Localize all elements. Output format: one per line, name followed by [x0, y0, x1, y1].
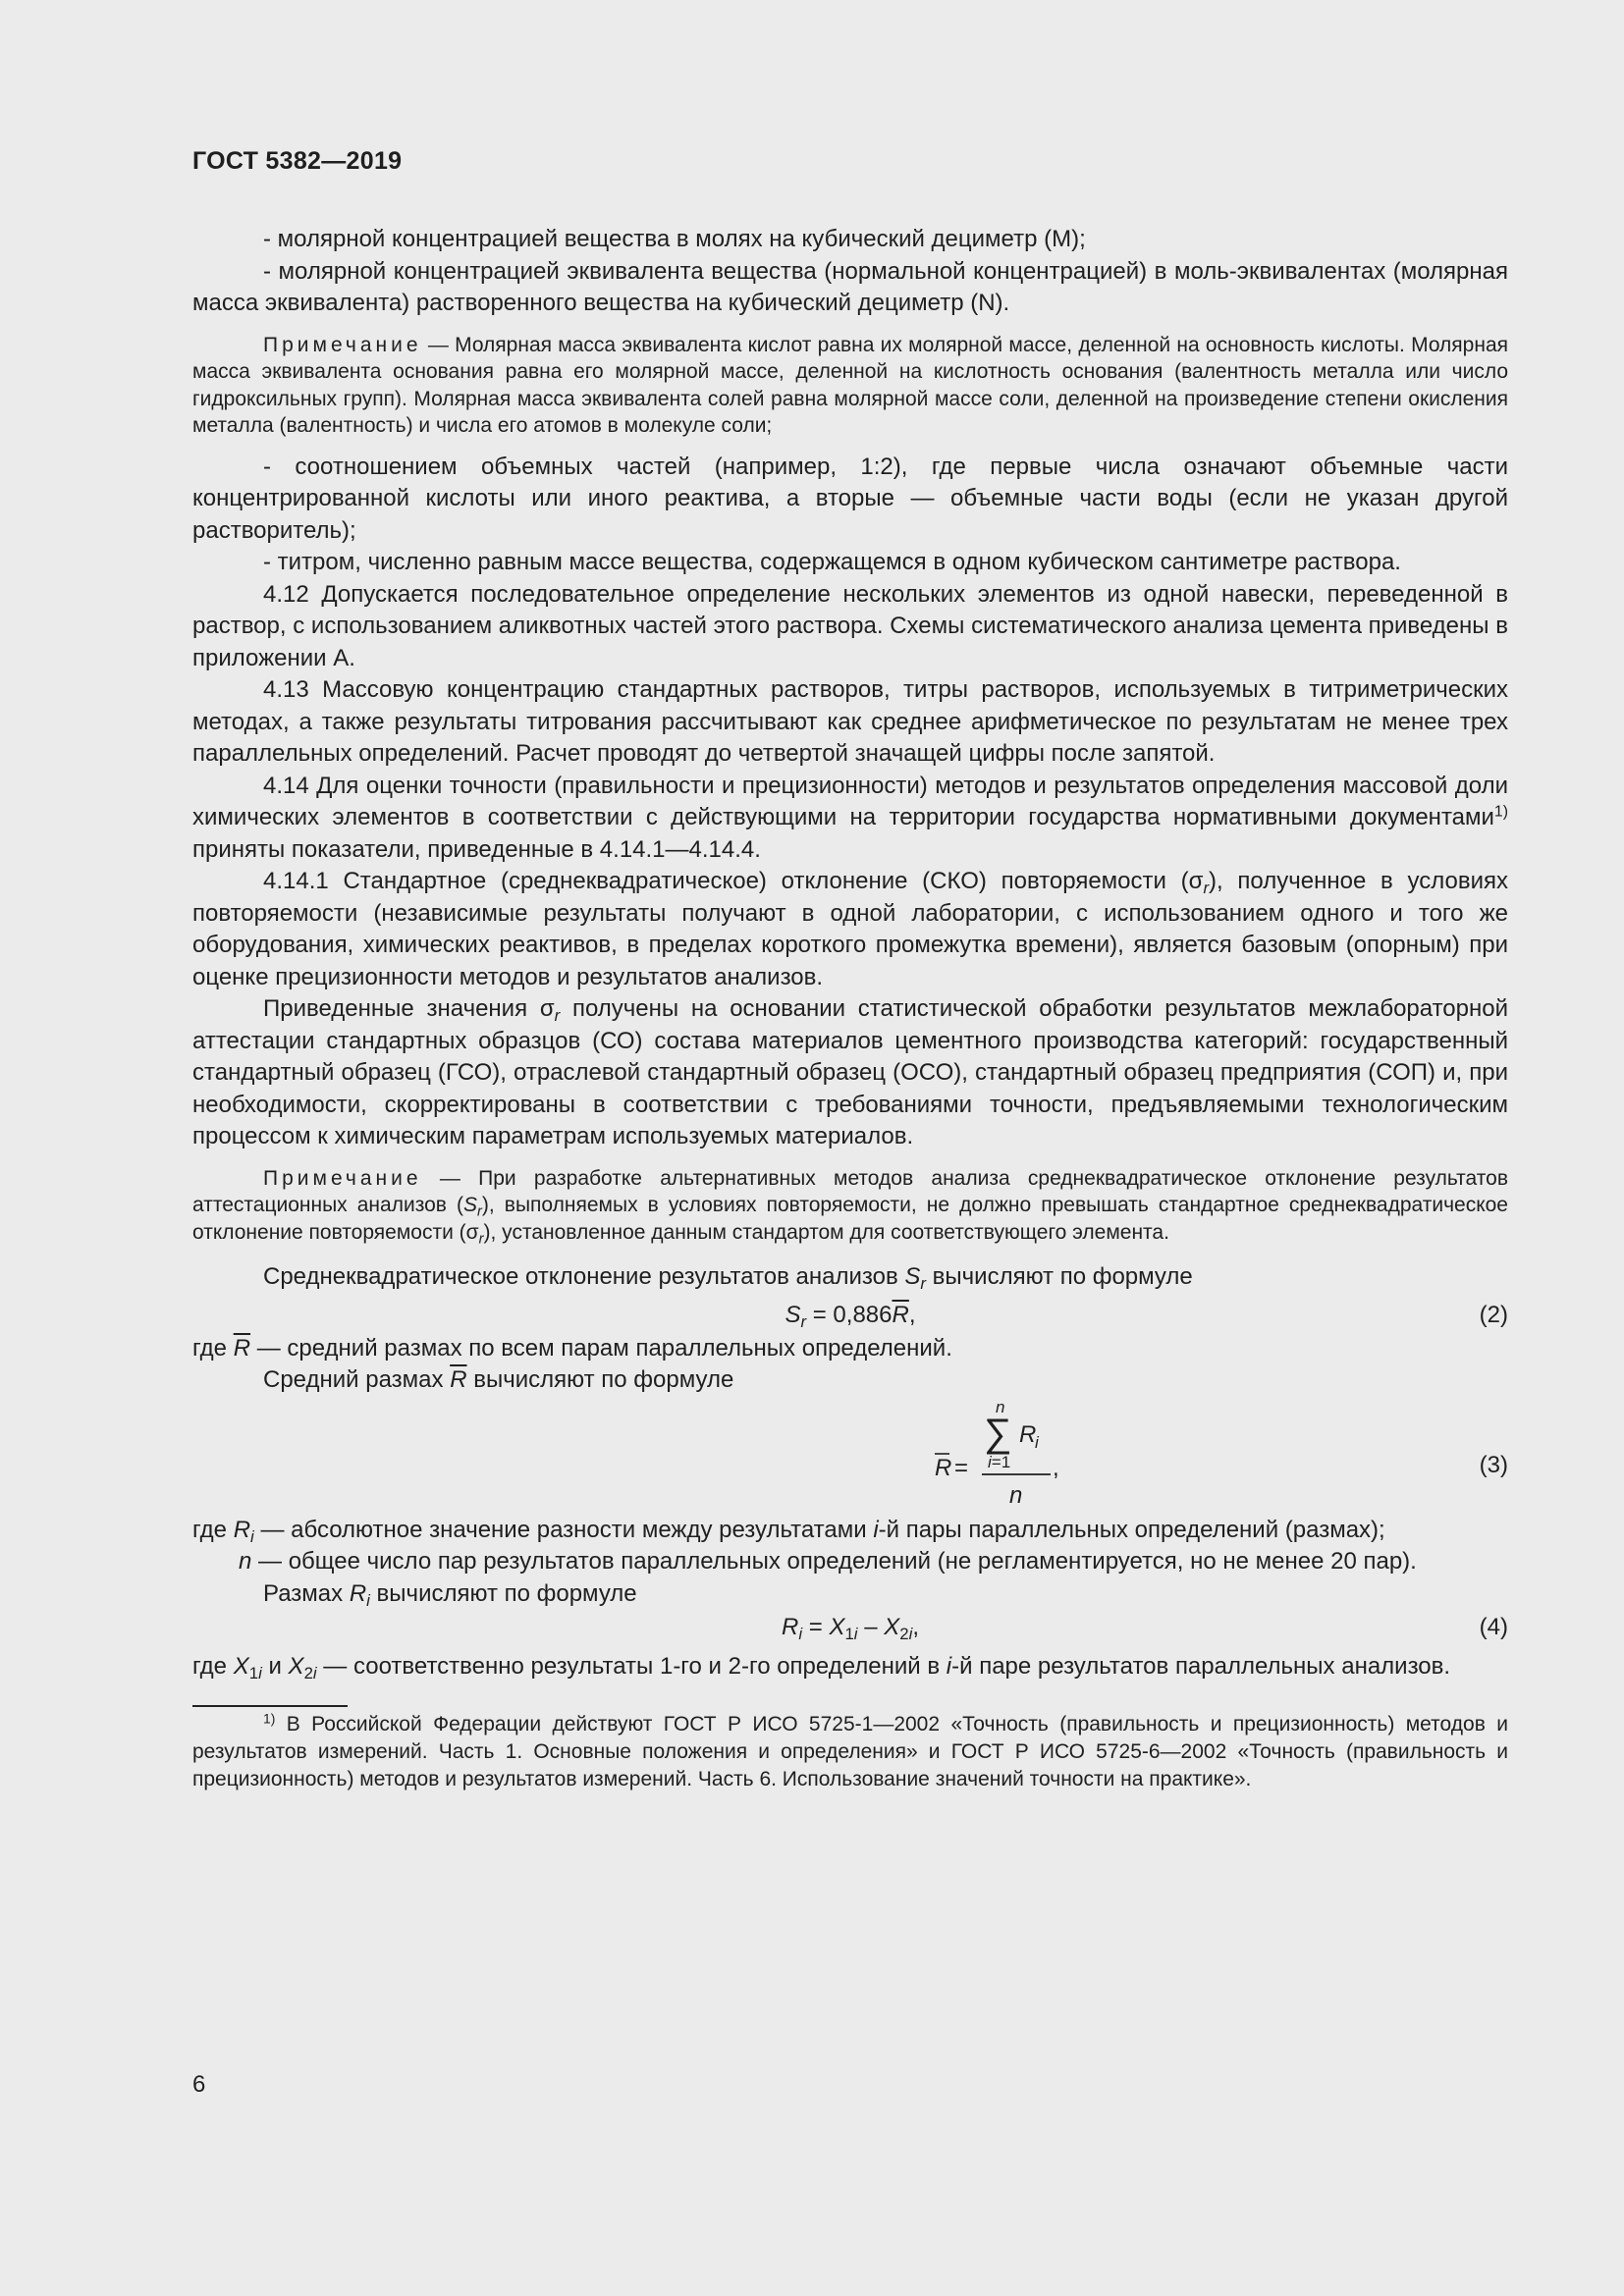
svg-text:∑: ∑	[984, 1411, 1012, 1455]
svg-text:R: R	[935, 1454, 952, 1481]
list-item-molar: - молярной концентрацией вещества в молях на кубический дециметр (M);	[263, 226, 1086, 252]
formula-3-expression	[192, 1397, 1508, 1515]
svg-text:n: n	[1009, 1481, 1023, 1509]
clause-4-14: 4.14 Для оценки точности (правильности и прецизионности) методов и результатов определения массовой доли химических элементов в соответствии с действующими на территории государства нормативными документами$^{1)}$ приняты показатели, приведенные в 4.14.1—4.14.4.	[192, 772, 1508, 863]
note-1	[192, 332, 1508, 440]
footnote-ref: 1)	[1493, 803, 1508, 821]
formula-4	[192, 1610, 1508, 1645]
svg-text:n: n	[996, 1397, 1005, 1416]
footnote-divider	[192, 1705, 348, 1707]
footnote-mark: 1)	[263, 1709, 276, 1726]
formula-4-number: (4)	[1479, 1614, 1508, 1640]
note-label: Примечание	[263, 333, 422, 356]
document-header: ГОСТ 5382—2019	[192, 147, 403, 175]
svg-text:=: =	[954, 1454, 969, 1481]
formula-3	[192, 1397, 1508, 1515]
formula-intro-sr: Среднеквадратическое отклонение результатов анализов $S_r$ вычисляют по формуле	[263, 1263, 1193, 1294]
list-item-normal: - молярной концентрацией эквивалента вещества (нормальной концентрацией) в моль-эквивалентах (молярная масса эквивалента) растворенного вещества на кубический дециметр (N).	[192, 257, 1508, 316]
note-label: Примечание	[263, 1166, 422, 1190]
svg-text:i=1: i=1	[988, 1452, 1011, 1471]
formula-3-number: (3)	[1479, 1451, 1508, 1478]
footnote-1: $^{1)}$ В Российской Федерации действуют ГОСТ Р ИСО 5725-1—2002 «Точность (правильность и прецизионность) методов и результатов измерений. Часть 1. Основные положения и определения» и ГОСТ Р ИСО 5725-6—2002 «Точность (правильность и прецизионность) методов и результатов измерений. Часть 6. Использование значений точности на практике».	[192, 1709, 1508, 1790]
paragraph-sigma-values: Приведенные значения $\sigma_r$ получены на основании статистической обработки результатов межлабораторной аттестации стандартных образцов (СО) состава материалов цементного производства категорий: государственный стандартный образец (ГСО), отраслевой стандартный образец (ОСО), стандартный образец предприятия (СОП) и, при необходимости, скорректированы в соответствии с требованиями точности, предъявляемыми технологическим процессом к химическим параметрам используемых материалов.	[192, 995, 1509, 1149]
where-r-bar: где $\overline{R}$ — средний размах по всем парам параллельных определений.	[192, 1334, 952, 1362]
formula-intro-ri: Размах $R_i$ вычисляют по формуле	[263, 1579, 637, 1610]
svg-text:,: ,	[1053, 1454, 1059, 1481]
formula-2-expression: $S_r = 0,886\overline{R}$,	[785, 1301, 916, 1331]
formula-4-expression: $R_i = X_{1i} - X_{2i}$,	[782, 1614, 919, 1644]
list-item-volume-parts: - соотношением объемных частей (например, 1:2), где первые числа означают объемные части концентрированной кислоты или иного реактива, а вторые — объемные части воды (если не указан другой растворитель);	[192, 453, 1508, 544]
svg-text:R: R	[1019, 1420, 1037, 1448]
page-body	[192, 224, 1508, 1793]
formula-intro-r-bar: Средний размах $\overline{R}$ вычисляют по формуле	[263, 1366, 734, 1393]
formula-2	[192, 1298, 1508, 1333]
where-ri: где $R_i$ — абсолютное значение разности между результатами i-й пары параллельных определений (размах);	[192, 1516, 1385, 1546]
formula-2-number: (2)	[1479, 1301, 1508, 1328]
clause-4-13: 4.13 Массовую концентрацию стандартных растворов, титры растворов, используемых в титриметрических методах, а также результаты титрования рассчитывают как среднее арифметическое по результатам не менее трех параллельных определений. Расчет проводят до четвертой значащей цифры после запятой.	[192, 676, 1508, 767]
note-text: — Молярная масса эквивалента кислот равна их молярной массе, деленной на основность кислоты. Молярная масса эквивалента основания равна его молярной массе, деленной на кислотность основания (валентность металла или число гидроксильных групп). Молярная масса эквивалента солей равна молярной массе соли, деленной на произведение степени окисления металла (валентность) и числа его атомов в молекуле соли;	[192, 333, 1508, 437]
where-n: n — общее число пар результатов параллельных определений (не регламентируется, но не менее 20 пар).	[239, 1548, 1417, 1575]
page-number: 6	[192, 2071, 206, 2098]
svg-text:i: i	[1035, 1432, 1039, 1452]
note-2: Примечание — При разработке альтернативных методов анализа среднеквадратическое отклонение результатов аттестационных анализов $(S_r)$, выполняемых в условиях повторяемости, не должно превышать стандартное среднеквадратическое отклонение повторяемости $(\sigma_r)$, установленное данным стандартом для соответствующего элемента.	[192, 1166, 1508, 1247]
where-x1-x2: где $X_{1i}$ и $X_{2i}$ — соответственно результаты 1-го и 2-го определений в i-й паре результатов параллельных анализов.	[192, 1653, 1451, 1683]
clause-4-14-1: 4.14.1 Стандартное (среднеквадратическое) отклонение (СКО) повторяемости $(\sigma_r)$, полученное в условиях повторяемости (независимые результаты получают в одной лаборатории, с использованием одного и того же оборудования, химических реактивов, в пределах короткого промежутка времени), является базовым (опорным) при оценке прецизионности методов и результатов анализов.	[192, 868, 1508, 990]
list-item-titre: - титром, численно равным массе вещества, содержащемся в одном кубическом сантиметре раствора.	[263, 549, 1401, 575]
clause-4-12: 4.12 Допускается последовательное определение нескольких элементов из одной навески, переведенной в раствор, с использованием аликвотных частей этого раствора. Схемы систематического анализа цемента приведены в приложении А.	[192, 580, 1508, 671]
